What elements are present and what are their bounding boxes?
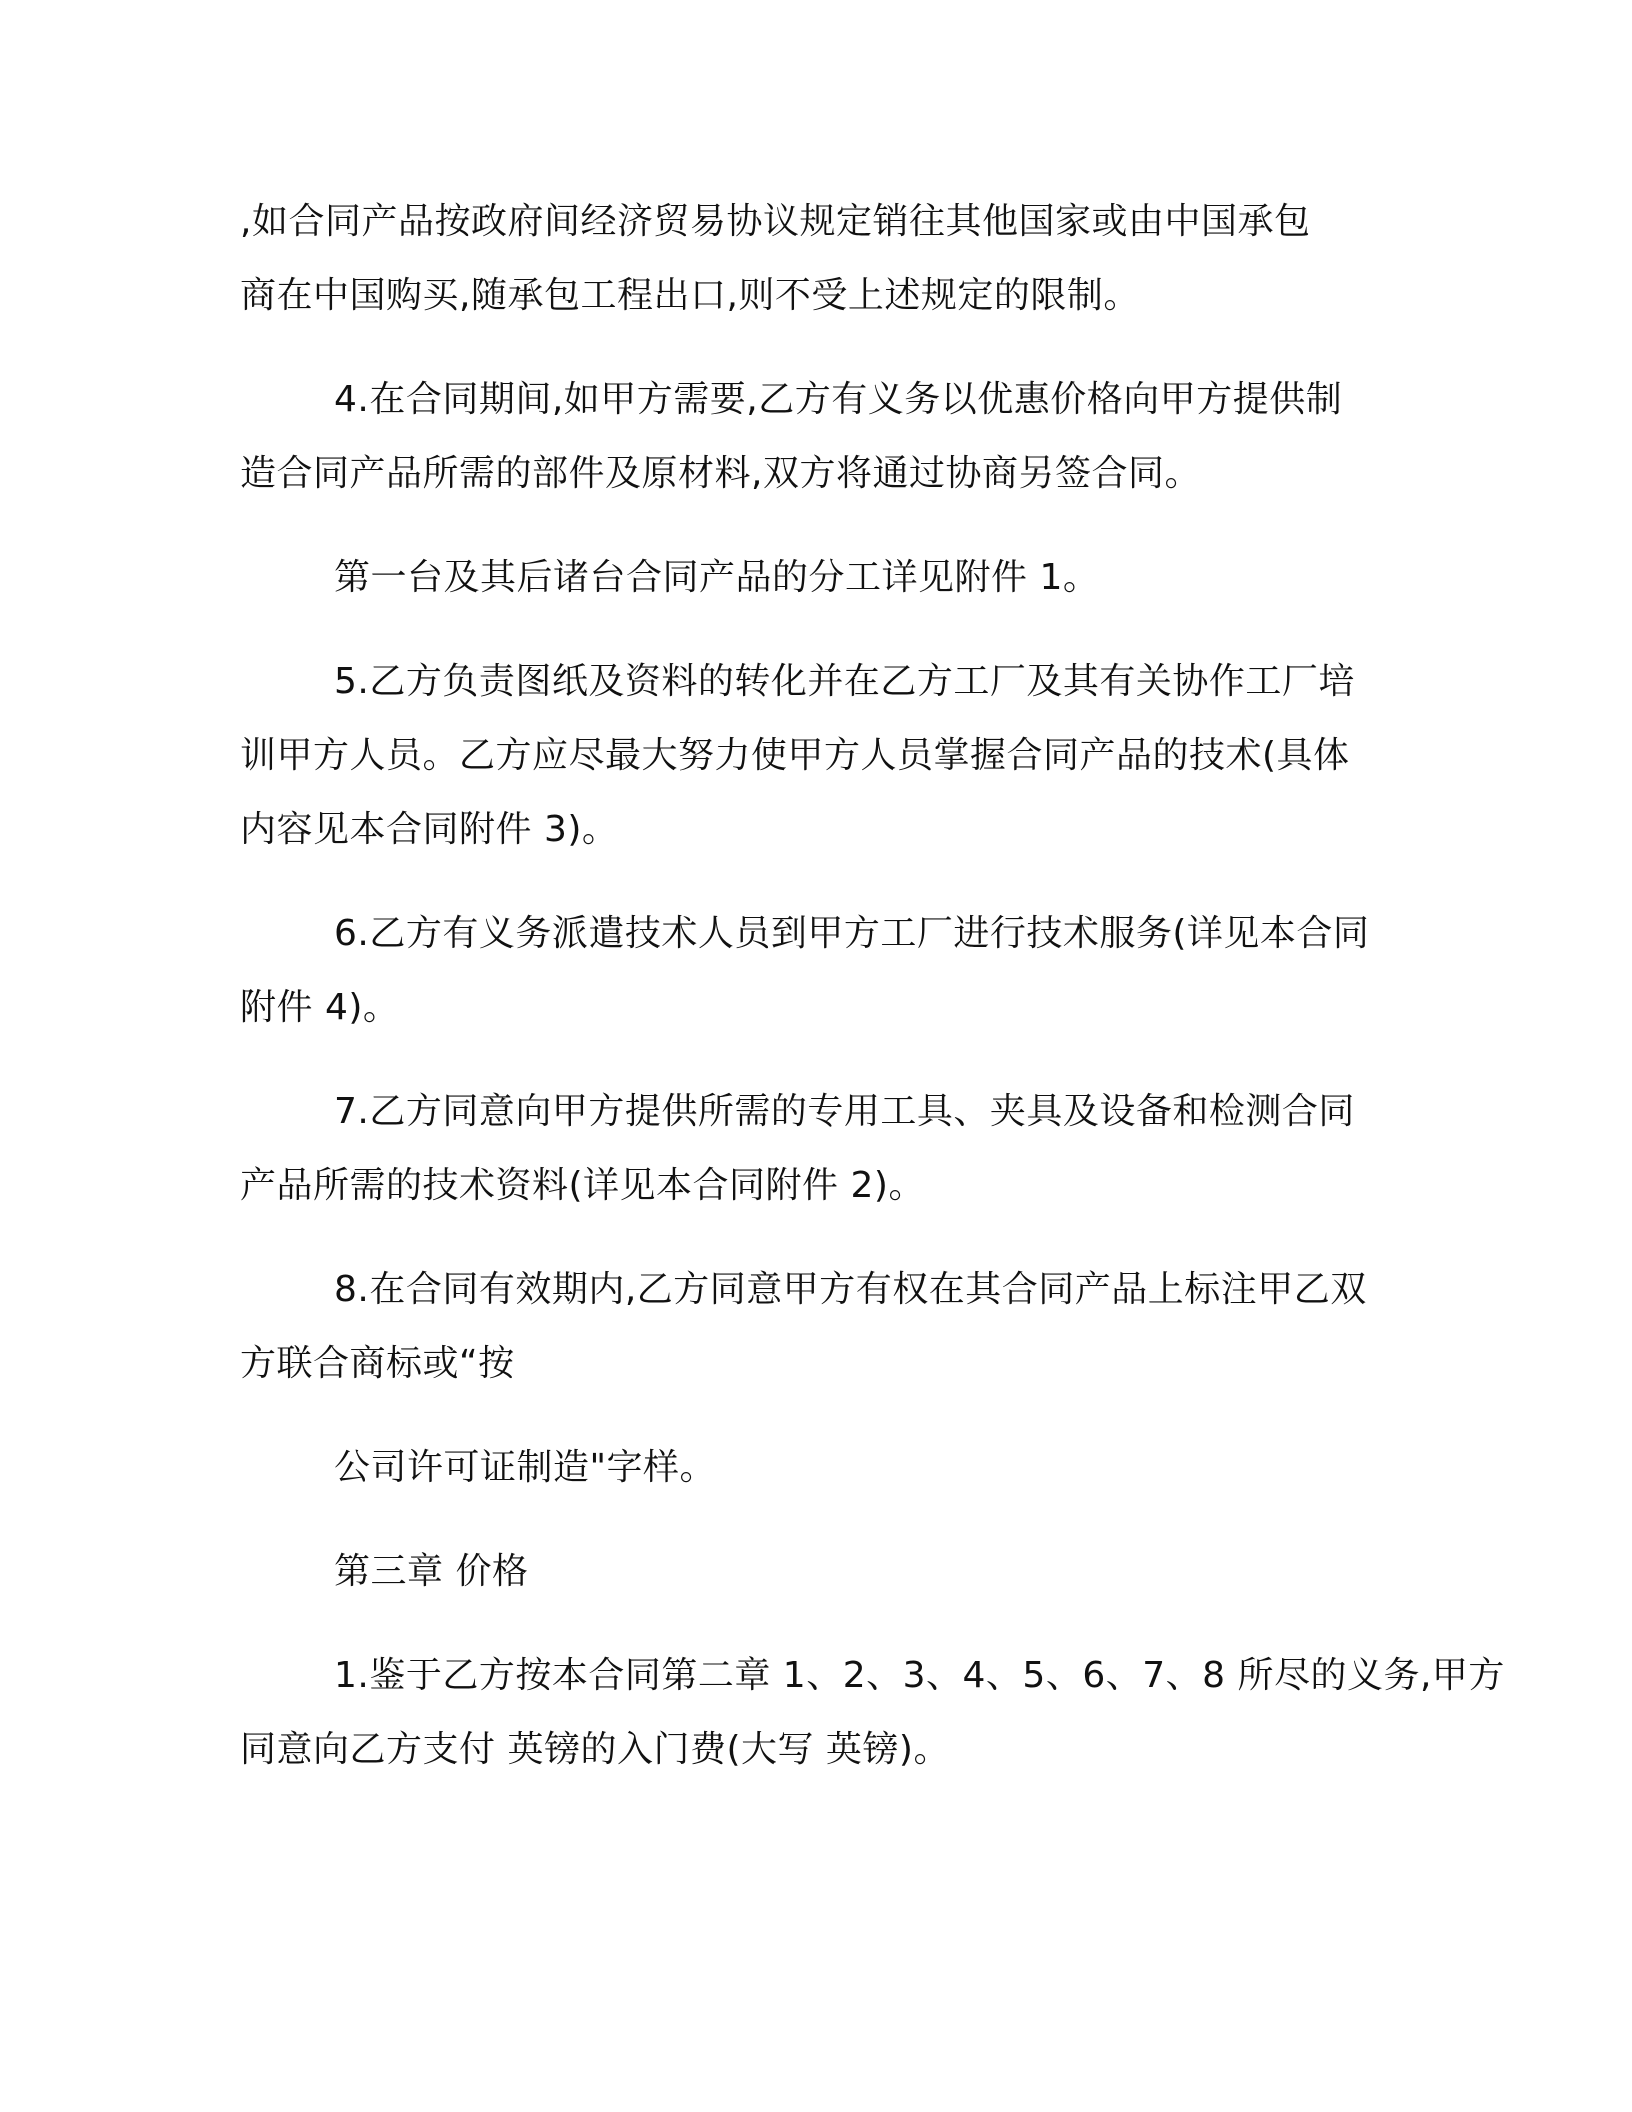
text-line: 附件 4)。 bbox=[240, 987, 400, 1028]
text-line: 公司许可证制造"字样。 bbox=[334, 1447, 717, 1488]
text-line: 8.在合同有效期内,乙方同意甲方有权在其合同产品上标注甲乙双 bbox=[334, 1269, 1367, 1310]
text-line: 同意向乙方支付 英镑的入门费(大写 英镑)。 bbox=[240, 1729, 950, 1770]
text-line: 内容见本合同附件 3)。 bbox=[240, 809, 619, 850]
text-line: 产品所需的技术资料(详见本合同附件 2)。 bbox=[240, 1165, 925, 1206]
text-line: 5.乙方负责图纸及资料的转化并在乙方工厂及其有关协作工厂培 bbox=[334, 661, 1355, 702]
text-line: 商在中国购买,随承包工程出口,则不受上述规定的限制。 bbox=[240, 275, 1140, 316]
text-line: 1.鉴于乙方按本合同第二章 1、2、3、4、5、6、7、8 所尽的义务,甲方 bbox=[334, 1655, 1505, 1696]
section-heading: 第三章 价格 bbox=[334, 1551, 529, 1592]
text-line: 造合同产品所需的部件及原材料,双方将通过协商另签合同。 bbox=[240, 453, 1201, 494]
text-line: 7.乙方同意向甲方提供所需的专用工具、夹具及设备和检测合同 bbox=[334, 1091, 1355, 1132]
text-line: 6.乙方有义务派遣技术人员到甲方工厂进行技术服务(详见本合同 bbox=[334, 913, 1370, 954]
text-line: 训甲方人员。乙方应尽最大努力使甲方人员掌握合同产品的技术(具体 bbox=[240, 735, 1350, 776]
text-line: 第一台及其后诸台合同产品的分工详见附件 1。 bbox=[334, 557, 1100, 598]
text-line: 4.在合同期间,如甲方需要,乙方有义务以优惠价格向甲方提供制 bbox=[334, 379, 1343, 420]
text-line: 方联合商标或“按 bbox=[240, 1343, 515, 1384]
text-line: ,如合同产品按政府间经济贸易协议规定销往其他国家或由中国承包 bbox=[240, 201, 1311, 242]
